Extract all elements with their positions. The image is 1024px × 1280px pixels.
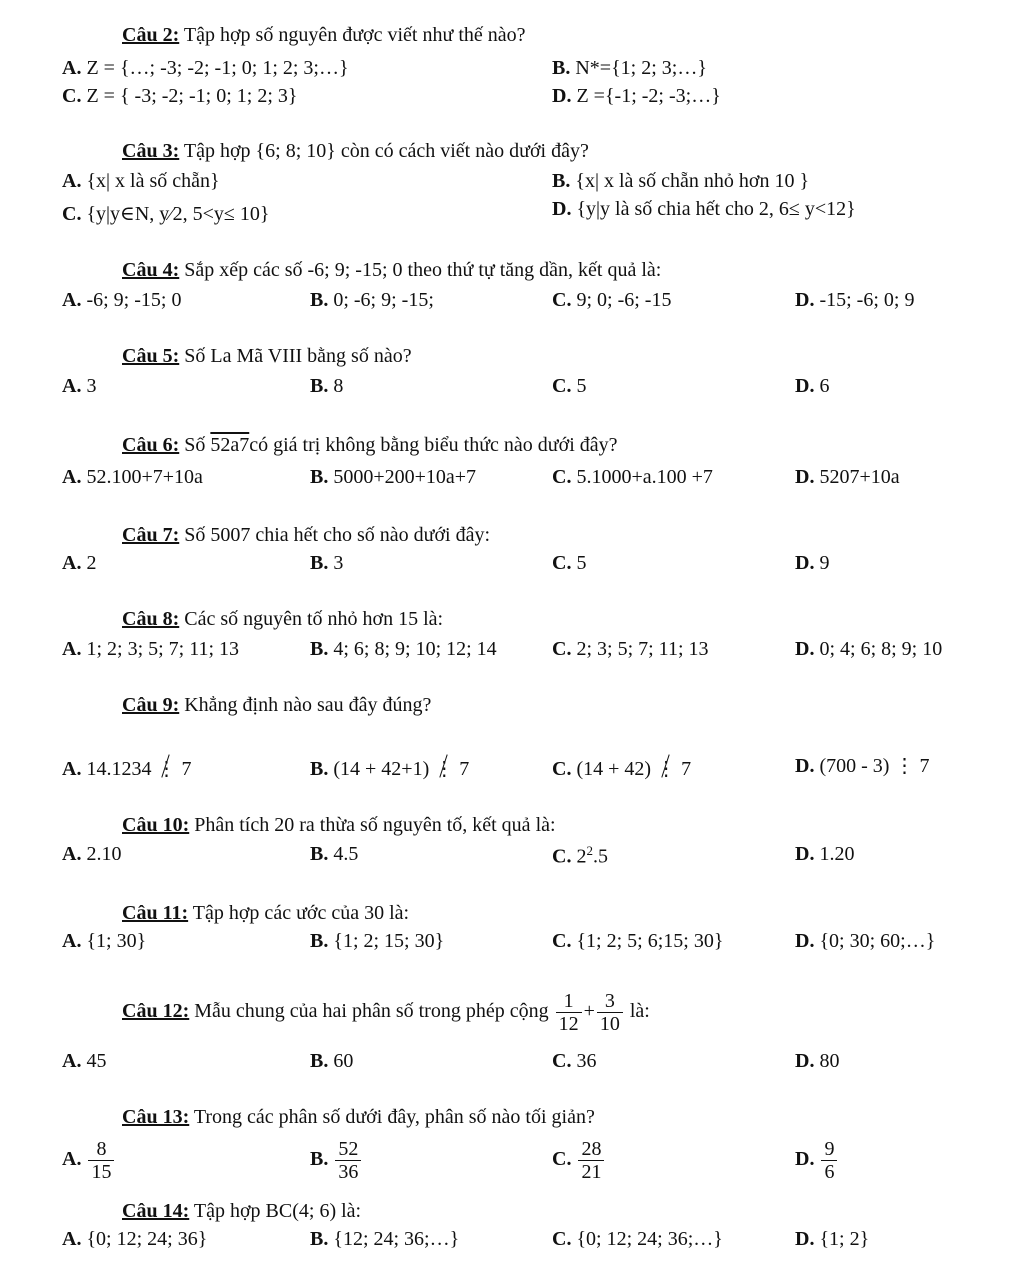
- option-b[interactable]: B. 8: [310, 375, 344, 397]
- fraction: $\frac{9}{6}$: [821, 1138, 837, 1183]
- question-text: Trong các phân số dưới đây, phân số nào tối giản?: [193, 1106, 595, 1128]
- option-c[interactable]: C. (14 + 42) ⋮ 7: [552, 758, 692, 780]
- option-b[interactable]: B. 3: [310, 552, 344, 574]
- question-label: Câu 8:: [122, 608, 180, 630]
- not-divisible-sign: ⋮: [434, 758, 455, 780]
- option-d[interactable]: D. {y|y là số chia hết cho 2, 6≤ y<12}: [552, 198, 856, 220]
- not-divisible-sign: ⋮: [156, 758, 177, 780]
- option-c[interactable]: C. {y|y∈N, y⁄2, 5<y≤ 10}: [62, 203, 270, 225]
- question-text-tail: là:: [629, 1000, 650, 1023]
- question-11-stem: [122, 902, 409, 925]
- option-a[interactable]: A. {1; 30}: [62, 930, 147, 952]
- question-text: Mẫu chung của hai phân số trong phép cộng: [194, 1000, 549, 1023]
- option-a[interactable]: A. {0; 12; 24; 36}: [62, 1228, 208, 1250]
- question-9-stem: [122, 694, 431, 717]
- question-label: Câu 2:: [122, 24, 180, 46]
- option-a[interactable]: A. 45: [62, 1050, 107, 1072]
- question-14-stem: [122, 1200, 361, 1223]
- option-d[interactable]: D. 1.20: [795, 843, 855, 865]
- option-a[interactable]: A. Z = {…; -3; -2; -1; 0; 1; 2; 3;…}: [62, 57, 349, 79]
- question-text: Tập hợp các ước của 30 là:: [192, 902, 410, 924]
- not-divisible-sign: ⋮: [656, 758, 677, 780]
- option-a[interactable]: A. 1; 2; 3; 5; 7; 11; 13: [62, 638, 240, 660]
- option-c[interactable]: C. 9; 0; -6; -15: [552, 289, 672, 311]
- question-4-stem: [122, 259, 661, 282]
- question-10-stem: [122, 814, 556, 837]
- question-text: Số: [184, 434, 206, 456]
- question-label: Câu 13:: [122, 1106, 190, 1128]
- question-label: Câu 12:: [122, 1000, 190, 1023]
- option-b[interactable]: B. (14 + 42+1) ⋮ 7: [310, 758, 470, 780]
- question-text: Tập hợp {6; 8; 10} còn có cách viết nào dưới đây?: [183, 140, 589, 162]
- fraction: $\frac{3}{10}$: [597, 990, 623, 1035]
- question-label: Câu 4:: [122, 259, 180, 281]
- option-a[interactable]: A. -6; 9; -15; 0: [62, 289, 182, 311]
- question-text: Các số nguyên tố nhỏ hơn 15 là:: [184, 608, 444, 630]
- question-7-stem: [122, 524, 490, 547]
- question-6-stem: [122, 434, 618, 457]
- option-a[interactable]: A. $\frac{8}{15}$: [62, 1138, 116, 1183]
- option-b[interactable]: B. {x| x là số chẵn nhỏ hơn 10 }: [552, 170, 810, 192]
- plus-sign: +: [583, 1000, 595, 1023]
- option-a[interactable]: A. 14.1234 ⋮ 7: [62, 758, 192, 780]
- question-label: Câu 10:: [122, 814, 190, 836]
- option-d[interactable]: D. 9: [795, 552, 830, 574]
- option-c[interactable]: C. {0; 12; 24; 36;…}: [552, 1228, 723, 1250]
- question-8-stem: [122, 608, 443, 631]
- question-text: Tập hợp số nguyên được viết như thế nào?: [183, 24, 526, 46]
- option-c[interactable]: C. {1; 2; 5; 6;15; 30}: [552, 930, 724, 952]
- option-d[interactable]: D. (700 - 3) ⋮ 7: [795, 755, 930, 777]
- option-b[interactable]: B. $\frac{52}{36}$: [310, 1138, 363, 1183]
- question-label: Câu 5:: [122, 345, 180, 367]
- question-label: Câu 3:: [122, 140, 180, 162]
- option-d[interactable]: D. $\frac{9}{6}$: [795, 1138, 839, 1183]
- question-text: Số 5007 chia hết cho số nào dưới đây:: [184, 524, 491, 546]
- question-label: Câu 6:: [122, 434, 180, 456]
- option-d[interactable]: D. 80: [795, 1050, 840, 1072]
- question-text: Sắp xếp các số -6; 9; -15; 0 theo thứ tự tăng dần, kết quả là:: [184, 259, 662, 281]
- option-b[interactable]: B. 5000+200+10a+7: [310, 466, 477, 488]
- question-text: Số La Mã VIII bằng số nào?: [184, 345, 412, 367]
- option-c[interactable]: C. 2; 3; 5; 7; 11; 13: [552, 638, 709, 660]
- option-a[interactable]: A. {x| x là số chẵn}: [62, 170, 220, 192]
- option-a[interactable]: A. 52.100+7+10a: [62, 466, 203, 488]
- option-d[interactable]: D. Z ={-1; -2; -3;…}: [552, 85, 721, 107]
- option-a[interactable]: A. 3: [62, 375, 97, 397]
- option-d[interactable]: D. 0; 4; 6; 8; 9; 10: [795, 638, 943, 660]
- option-b[interactable]: B. 60: [310, 1050, 354, 1072]
- question-5-stem: [122, 345, 412, 368]
- question-label: Câu 9:: [122, 694, 180, 716]
- question-label: Câu 14:: [122, 1200, 190, 1222]
- option-c[interactable]: C. 5: [552, 552, 587, 574]
- option-c[interactable]: C. $2^2.5$: [552, 843, 608, 868]
- option-c[interactable]: C. $\frac{28}{21}$: [552, 1138, 606, 1183]
- option-c[interactable]: C. 36: [552, 1050, 597, 1072]
- question-label: Câu 11:: [122, 902, 189, 924]
- option-a[interactable]: A. 2: [62, 552, 97, 574]
- option-d[interactable]: D. 5207+10a: [795, 466, 900, 488]
- option-a[interactable]: A. 2.10: [62, 843, 122, 865]
- option-b[interactable]: B. N*={1; 2; 3;…}: [552, 57, 707, 79]
- option-c[interactable]: C. 5.1000+a.100 +7: [552, 466, 713, 488]
- option-b[interactable]: B. {1; 2; 15; 30}: [310, 930, 445, 952]
- option-b[interactable]: B. 4; 6; 8; 9; 10; 12; 14: [310, 638, 497, 660]
- option-d[interactable]: D. {0; 30; 60;…}: [795, 930, 936, 952]
- question-label: Câu 7:: [122, 524, 180, 546]
- fraction: $\frac{52}{36}$: [335, 1138, 361, 1183]
- question-3-stem: [122, 140, 589, 163]
- exponent: 2: [586, 843, 593, 858]
- question-text: Khẳng định nào sau đây đúng?: [184, 694, 432, 716]
- overlined-number: 52a7: [210, 434, 250, 456]
- fraction: $\frac{28}{21}$: [578, 1138, 604, 1183]
- question-12-stem: [122, 990, 650, 1035]
- fraction: $\frac{8}{15}$: [88, 1138, 114, 1183]
- option-b[interactable]: B. 4.5: [310, 843, 359, 865]
- question-text-tail: có giá trị không bằng biểu thức nào dưới đây?: [249, 434, 618, 456]
- option-b[interactable]: B. {12; 24; 36;…}: [310, 1228, 460, 1250]
- option-b[interactable]: B. 0; -6; 9; -15;: [310, 289, 434, 311]
- option-d[interactable]: D. {1; 2}: [795, 1228, 870, 1250]
- question-text: Phân tích 20 ra thừa số nguyên tố, kết quả là:: [194, 814, 556, 836]
- option-c[interactable]: C. 5: [552, 375, 587, 397]
- option-c[interactable]: C. Z = { -3; -2; -1; 0; 1; 2; 3}: [62, 85, 298, 107]
- fraction: $\frac{1}{12}$: [556, 990, 582, 1035]
- question-text: Tập hợp BC(4; 6) là:: [193, 1200, 362, 1222]
- divisible-sign: ⋮: [894, 755, 915, 777]
- option-d[interactable]: D. 6: [795, 375, 830, 397]
- option-d[interactable]: D. -15; -6; 0; 9: [795, 289, 915, 311]
- question-2-stem: [122, 24, 526, 47]
- question-13-stem: [122, 1106, 595, 1129]
